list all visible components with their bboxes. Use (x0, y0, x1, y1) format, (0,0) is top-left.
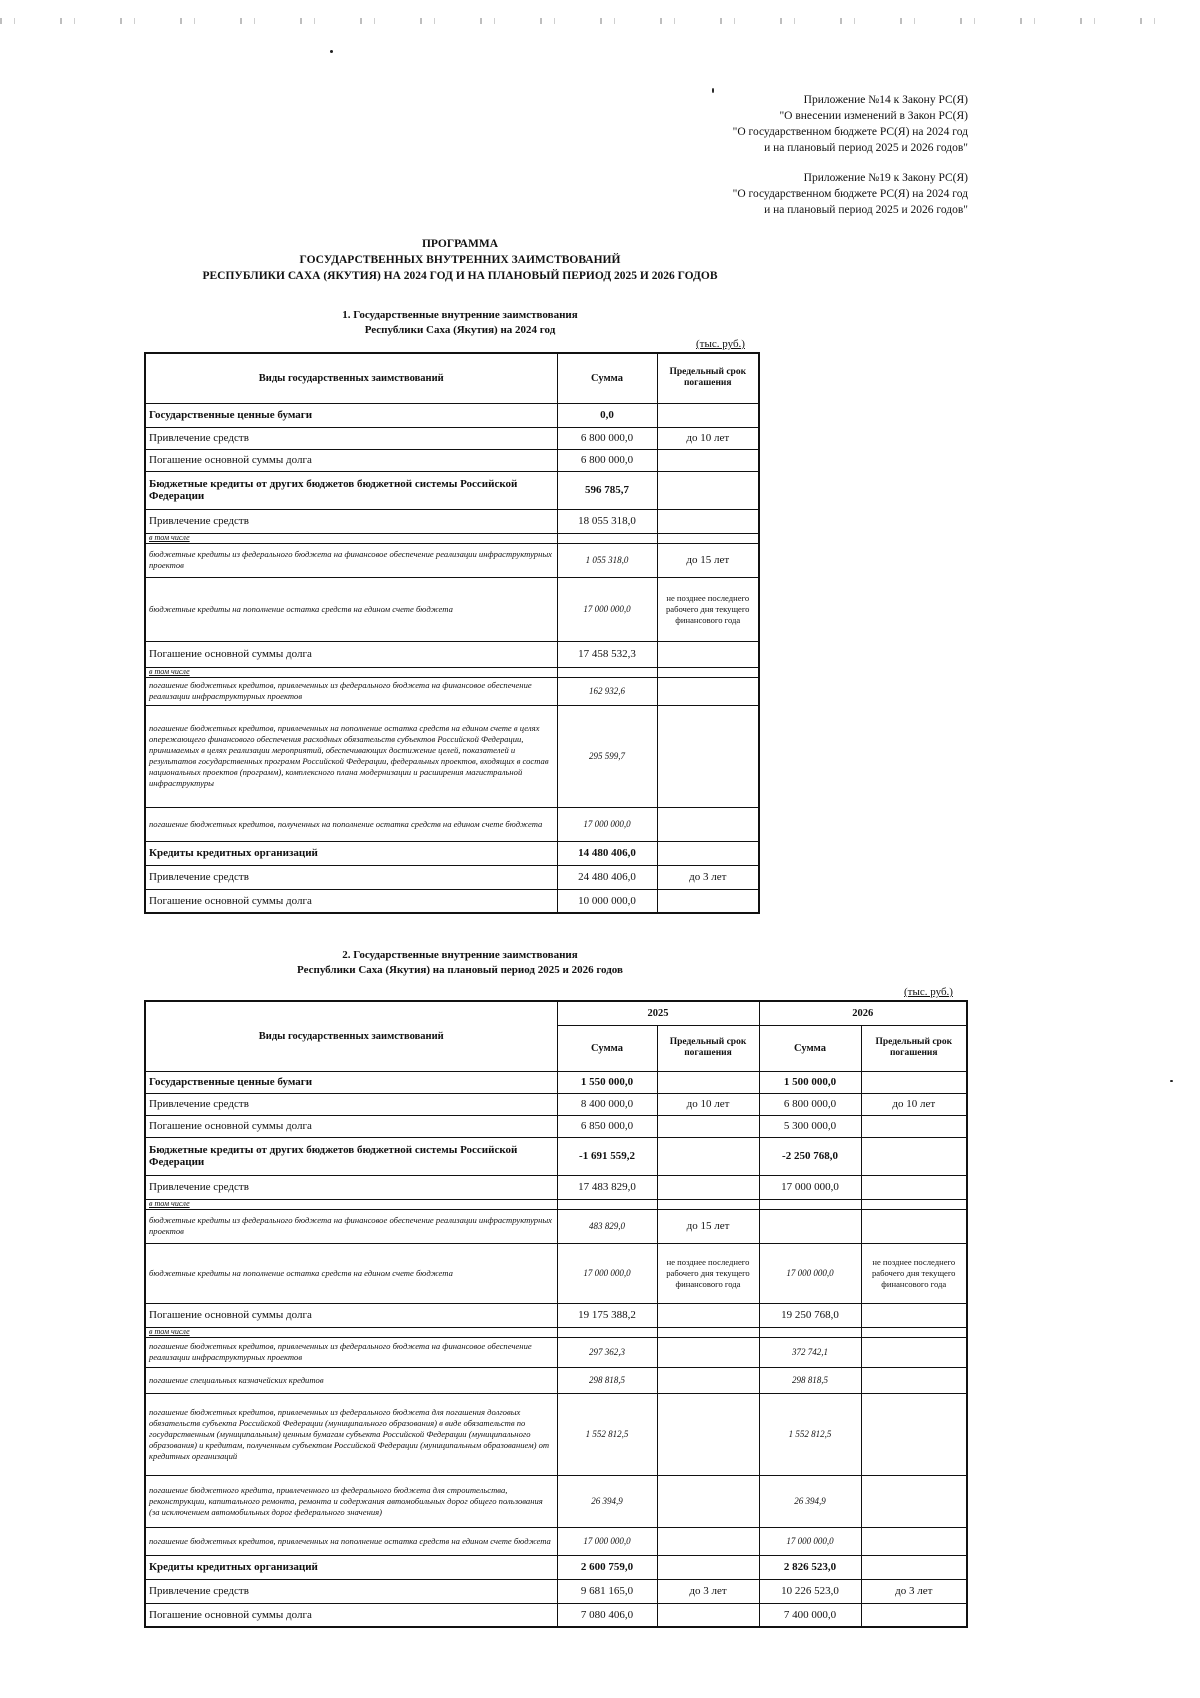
row-label: погашение бюджетного кредита, привлеченного из федерального бюджета для строительства, реконструкции, капитального ремонта, ремонта и содержания автомобильных дорог общего пользования (за исключением автомобильных дорог федерального значения) (145, 1475, 557, 1527)
table-row (145, 1475, 967, 1527)
row-label: Бюджетные кредиты от других бюджетов бюджетной системы Российской Федерации (145, 471, 557, 509)
table-row (145, 667, 759, 677)
table-row (145, 1243, 967, 1303)
row-term (657, 841, 759, 865)
header-term: Предельный срок погашения (657, 353, 759, 403)
row-term-2026 (861, 1603, 967, 1627)
row-sum: 295 599,7 (557, 705, 657, 807)
program-title (130, 236, 790, 284)
row-sum-2026: -2 250 768,0 (759, 1137, 861, 1175)
header-sum: Сумма (557, 353, 657, 403)
row-label: в том числе (145, 1327, 557, 1337)
appendix-note-14 (733, 92, 968, 156)
row-term-2025 (657, 1475, 759, 1527)
row-label: Государственные ценные бумаги (145, 1071, 557, 1093)
row-sum: 18 055 318,0 (557, 509, 657, 533)
row-sum-2025: 298 818,5 (557, 1367, 657, 1393)
table-row (145, 1093, 967, 1115)
section-2-title (220, 948, 700, 978)
appendix-line: Приложение №19 к Закону РС(Я) (803, 172, 968, 184)
row-sum-2026 (759, 1199, 861, 1209)
row-sum-2026: 10 226 523,0 (759, 1579, 861, 1603)
row-label: бюджетные кредиты из федерального бюджета на финансовое обеспечение реализации инфраструктурных проектов (145, 1209, 557, 1243)
table-row (145, 1199, 967, 1209)
appendix-line: "О внесении изменений в Закон РС(Я) (779, 110, 968, 122)
table-row (145, 705, 759, 807)
row-label: погашение бюджетных кредитов, привлеченных на пополнение остатка средств на едином счете в целях опережающего финансового обеспечения расходных обязательств субъектов Российской Федерации, принимаемых в целях реализации мероприятий, обеспечивающих достижение целей, показателей и результатов государственных программ Российской Федерации, федеральных проектов, входящих в состав национальных проектов (программ), комплексного плана модернизации и расширения магистральной инфраструктуры (145, 705, 557, 807)
table-row (145, 1367, 967, 1393)
row-sum: 596 785,7 (557, 471, 657, 509)
row-term (657, 677, 759, 705)
row-term-2025: до 10 лет (657, 1093, 759, 1115)
row-term (657, 807, 759, 841)
row-sum-2026: 2 826 523,0 (759, 1555, 861, 1579)
row-sum: 6 800 000,0 (557, 449, 657, 471)
row-term-2026 (861, 1475, 967, 1527)
table-row (145, 641, 759, 667)
table-row (145, 807, 759, 841)
row-label: погашение бюджетных кредитов, полученных на пополнение остатка средств на едином счете бюджета (145, 807, 557, 841)
row-sum-2026: 298 818,5 (759, 1367, 861, 1393)
row-sum: 24 480 406,0 (557, 865, 657, 889)
header-term: Предельный срок погашения (861, 1025, 967, 1071)
row-label: Бюджетные кредиты от других бюджетов бюджетной системы Российской Федерации (145, 1137, 557, 1175)
table-row (145, 1175, 967, 1199)
row-label: Государственные ценные бумаги (145, 403, 557, 427)
row-term (657, 889, 759, 913)
row-sum-2026: 19 250 768,0 (759, 1303, 861, 1327)
table-header-row (145, 1001, 967, 1025)
row-sum-2025: 17 000 000,0 (557, 1243, 657, 1303)
row-sum-2025: 8 400 000,0 (557, 1093, 657, 1115)
header-year-2025: 2025 (557, 1001, 759, 1025)
table-row (145, 509, 759, 533)
table-row (145, 543, 759, 577)
row-sum-2026: 5 300 000,0 (759, 1115, 861, 1137)
row-term (657, 471, 759, 509)
row-term (657, 449, 759, 471)
table-row (145, 427, 759, 449)
row-sum-2025: -1 691 559,2 (557, 1137, 657, 1175)
appendix-line: "О государственном бюджете РС(Я) на 2024 год (732, 188, 968, 200)
row-label: Погашение основной суммы долга (145, 1603, 557, 1627)
row-term: до 10 лет (657, 427, 759, 449)
row-term-2025: до 15 лет (657, 1209, 759, 1243)
scan-speck (330, 50, 333, 53)
row-term-2026: до 10 лет (861, 1093, 967, 1115)
table-row (145, 1209, 967, 1243)
row-sum-2025: 297 362,3 (557, 1337, 657, 1367)
section-title-line: 2. Государственные внутренние заимствования (342, 949, 578, 961)
header-kind: Виды государственных заимствований (145, 353, 557, 403)
section-title-line: Республики Саха (Якутия) на плановый период 2025 и 2026 годов (297, 964, 623, 976)
row-sum-2025: 1 550 000,0 (557, 1071, 657, 1093)
row-label: Привлечение средств (145, 509, 557, 533)
row-term-2025 (657, 1199, 759, 1209)
table-2024 (144, 352, 760, 914)
table-row (145, 1115, 967, 1137)
row-label: Погашение основной суммы долга (145, 641, 557, 667)
row-sum: 17 000 000,0 (557, 807, 657, 841)
section-title-line: Республики Саха (Якутия) на 2024 год (364, 324, 556, 336)
row-term-2026 (861, 1527, 967, 1555)
row-term (657, 667, 759, 677)
table-row (145, 1527, 967, 1555)
row-label: в том числе (145, 1199, 557, 1209)
row-term-2026 (861, 1555, 967, 1579)
row-sum-2026: 7 400 000,0 (759, 1603, 861, 1627)
row-term: до 3 лет (657, 865, 759, 889)
row-sum-2026 (759, 1327, 861, 1337)
row-label: Кредиты кредитных организаций (145, 1555, 557, 1579)
table-row (145, 403, 759, 427)
row-sum-2025: 19 175 388,2 (557, 1303, 657, 1327)
header-year-2026: 2026 (759, 1001, 967, 1025)
row-sum: 162 932,6 (557, 677, 657, 705)
row-term-2025: до 3 лет (657, 1579, 759, 1603)
appendix-line: и на плановый период 2025 и 2026 годов" (764, 142, 968, 154)
row-sum: 10 000 000,0 (557, 889, 657, 913)
row-label: погашение бюджетных кредитов, привлеченных из федерального бюджета на финансовое обеспечение реализации инфраструктурных проектов (145, 1337, 557, 1367)
row-term-2026 (861, 1137, 967, 1175)
table-row (145, 841, 759, 865)
row-label: Привлечение средств (145, 1175, 557, 1199)
row-term (657, 641, 759, 667)
title-line: РЕСПУБЛИКИ САХА (ЯКУТИЯ) НА 2024 ГОД И НА ПЛАНОВЫЙ ПЕРИОД 2025 И 2026 ГОДОВ (202, 270, 718, 282)
row-term: до 15 лет (657, 543, 759, 577)
table-row (145, 865, 759, 889)
row-sum-2026: 26 394,9 (759, 1475, 861, 1527)
row-label: погашение бюджетных кредитов, привлеченных на пополнение остатка средств на едином счете бюджета (145, 1527, 557, 1555)
row-label: погашение бюджетных кредитов, привлеченных из федерального бюджета для погашения долговых обязательств субъекта Российской Федерации (муниципального образования) в виде обязательств по государственным (муниципальным) ценным бумагам субъекта Российской Федерации (муниципального образования) и кредитам, полученным субъектом Российской Федерации (муниципальным образованием) от кредитных организаций (145, 1393, 557, 1475)
row-sum-2026: 17 000 000,0 (759, 1527, 861, 1555)
row-sum-2026: 17 000 000,0 (759, 1243, 861, 1303)
row-sum: 6 800 000,0 (557, 427, 657, 449)
table-row (145, 449, 759, 471)
row-term-2025 (657, 1327, 759, 1337)
table-row (145, 1303, 967, 1327)
row-label: Привлечение средств (145, 1093, 557, 1115)
row-term-2026: до 3 лет (861, 1579, 967, 1603)
row-term (657, 705, 759, 807)
row-term (657, 533, 759, 543)
table-row (145, 1555, 967, 1579)
title-line: ПРОГРАММА (421, 238, 499, 250)
row-term-2025 (657, 1175, 759, 1199)
row-sum-2025 (557, 1199, 657, 1209)
row-term-2026 (861, 1327, 967, 1337)
row-term (657, 403, 759, 427)
row-term-2025 (657, 1603, 759, 1627)
row-term-2025 (657, 1555, 759, 1579)
row-term-2026 (861, 1393, 967, 1475)
row-label: погашение специальных казначейских кредитов (145, 1367, 557, 1393)
row-term-2026 (861, 1337, 967, 1367)
scan-speck (712, 88, 714, 93)
row-label: Кредиты кредитных организаций (145, 841, 557, 865)
row-label: Погашение основной суммы долга (145, 449, 557, 471)
table-row (145, 677, 759, 705)
table-row (145, 1603, 967, 1627)
header-term: Предельный срок погашения (657, 1025, 759, 1071)
section-1-title (260, 308, 660, 338)
row-term-2025 (657, 1137, 759, 1175)
header-sum: Сумма (557, 1025, 657, 1071)
row-label: Погашение основной суммы долга (145, 1303, 557, 1327)
header-kind: Виды государственных заимствований (145, 1001, 557, 1071)
row-term (657, 509, 759, 533)
row-sum-2026: 1 500 000,0 (759, 1071, 861, 1093)
title-line: ГОСУДАРСТВЕННЫХ ВНУТРЕННИХ ЗАИМСТВОВАНИЙ (299, 254, 621, 266)
table-header-row (145, 353, 759, 403)
row-sum-2025: 17 000 000,0 (557, 1527, 657, 1555)
table-row (145, 889, 759, 913)
row-sum: 0,0 (557, 403, 657, 427)
row-term-2026 (861, 1199, 967, 1209)
table-row (145, 471, 759, 509)
row-label: Погашение основной суммы долга (145, 889, 557, 913)
appendix-note-19 (733, 170, 968, 218)
row-sum: 14 480 406,0 (557, 841, 657, 865)
row-sum-2025: 26 394,9 (557, 1475, 657, 1527)
row-sum-2025: 483 829,0 (557, 1209, 657, 1243)
row-sum-2025: 1 552 812,5 (557, 1393, 657, 1475)
row-sum: 17 000 000,0 (557, 577, 657, 641)
table-row (145, 577, 759, 641)
table-2025-2026 (144, 1000, 968, 1628)
row-label: Привлечение средств (145, 1579, 557, 1603)
row-sum-2025: 7 080 406,0 (557, 1603, 657, 1627)
table-row (145, 1327, 967, 1337)
row-sum-2025: 9 681 165,0 (557, 1579, 657, 1603)
row-sum-2026: 372 742,1 (759, 1337, 861, 1367)
scan-artifact-line (0, 18, 1200, 24)
row-term-2025: не позднее последнего рабочего дня текущего финансового года (657, 1243, 759, 1303)
row-label: бюджетные кредиты на пополнение остатка средств на едином счете бюджета (145, 1243, 557, 1303)
row-term-2026: не позднее последнего рабочего дня текущего финансового года (861, 1243, 967, 1303)
row-term: не позднее последнего рабочего дня текущего финансового года (657, 577, 759, 641)
row-sum-2026: 17 000 000,0 (759, 1175, 861, 1199)
table-row (145, 1337, 967, 1367)
row-sum (557, 667, 657, 677)
table-row (145, 1393, 967, 1475)
row-sum: 1 055 318,0 (557, 543, 657, 577)
scan-speck (1170, 1080, 1173, 1082)
row-label: бюджетные кредиты из федерального бюджета на финансовое обеспечение реализации инфраструктурных проектов (145, 543, 557, 577)
row-sum-2026: 1 552 812,5 (759, 1393, 861, 1475)
row-sum-2025: 6 850 000,0 (557, 1115, 657, 1137)
row-label: Привлечение средств (145, 427, 557, 449)
row-sum-2026: 6 800 000,0 (759, 1093, 861, 1115)
row-term-2025 (657, 1337, 759, 1367)
table-row (145, 533, 759, 543)
row-sum-2025 (557, 1327, 657, 1337)
section-title-line: 1. Государственные внутренние заимствования (342, 309, 578, 321)
row-term-2025 (657, 1367, 759, 1393)
row-term-2026 (861, 1303, 967, 1327)
row-term-2026 (861, 1071, 967, 1093)
row-label: в том числе (145, 667, 557, 677)
row-sum: 17 458 532,3 (557, 641, 657, 667)
row-sum (557, 533, 657, 543)
row-term-2025 (657, 1115, 759, 1137)
row-term-2026 (861, 1115, 967, 1137)
row-term-2025 (657, 1071, 759, 1093)
row-term-2025 (657, 1393, 759, 1475)
table-row (145, 1137, 967, 1175)
unit-label: (тыс. руб.) (904, 986, 953, 998)
row-term-2025 (657, 1303, 759, 1327)
row-sum-2025: 2 600 759,0 (557, 1555, 657, 1579)
row-label: Погашение основной суммы долга (145, 1115, 557, 1137)
row-sum-2026 (759, 1209, 861, 1243)
row-label: погашение бюджетных кредитов, привлеченных из федерального бюджета на финансовое обеспечение реализации инфраструктурных проектов (145, 677, 557, 705)
appendix-line: "О государственном бюджете РС(Я) на 2024 год (732, 126, 968, 138)
table-row (145, 1071, 967, 1093)
unit-label: (тыс. руб.) (696, 338, 745, 350)
row-label: Привлечение средств (145, 865, 557, 889)
appendix-line: Приложение №14 к Закону РС(Я) (803, 94, 968, 106)
row-label: бюджетные кредиты на пополнение остатка средств на едином счете бюджета (145, 577, 557, 641)
row-sum-2025: 17 483 829,0 (557, 1175, 657, 1199)
row-term-2026 (861, 1367, 967, 1393)
appendix-line: и на плановый период 2025 и 2026 годов" (764, 204, 968, 216)
row-term-2025 (657, 1527, 759, 1555)
row-term-2026 (861, 1175, 967, 1199)
row-term-2026 (861, 1209, 967, 1243)
header-sum: Сумма (759, 1025, 861, 1071)
table-row (145, 1579, 967, 1603)
row-label: в том числе (145, 533, 557, 543)
